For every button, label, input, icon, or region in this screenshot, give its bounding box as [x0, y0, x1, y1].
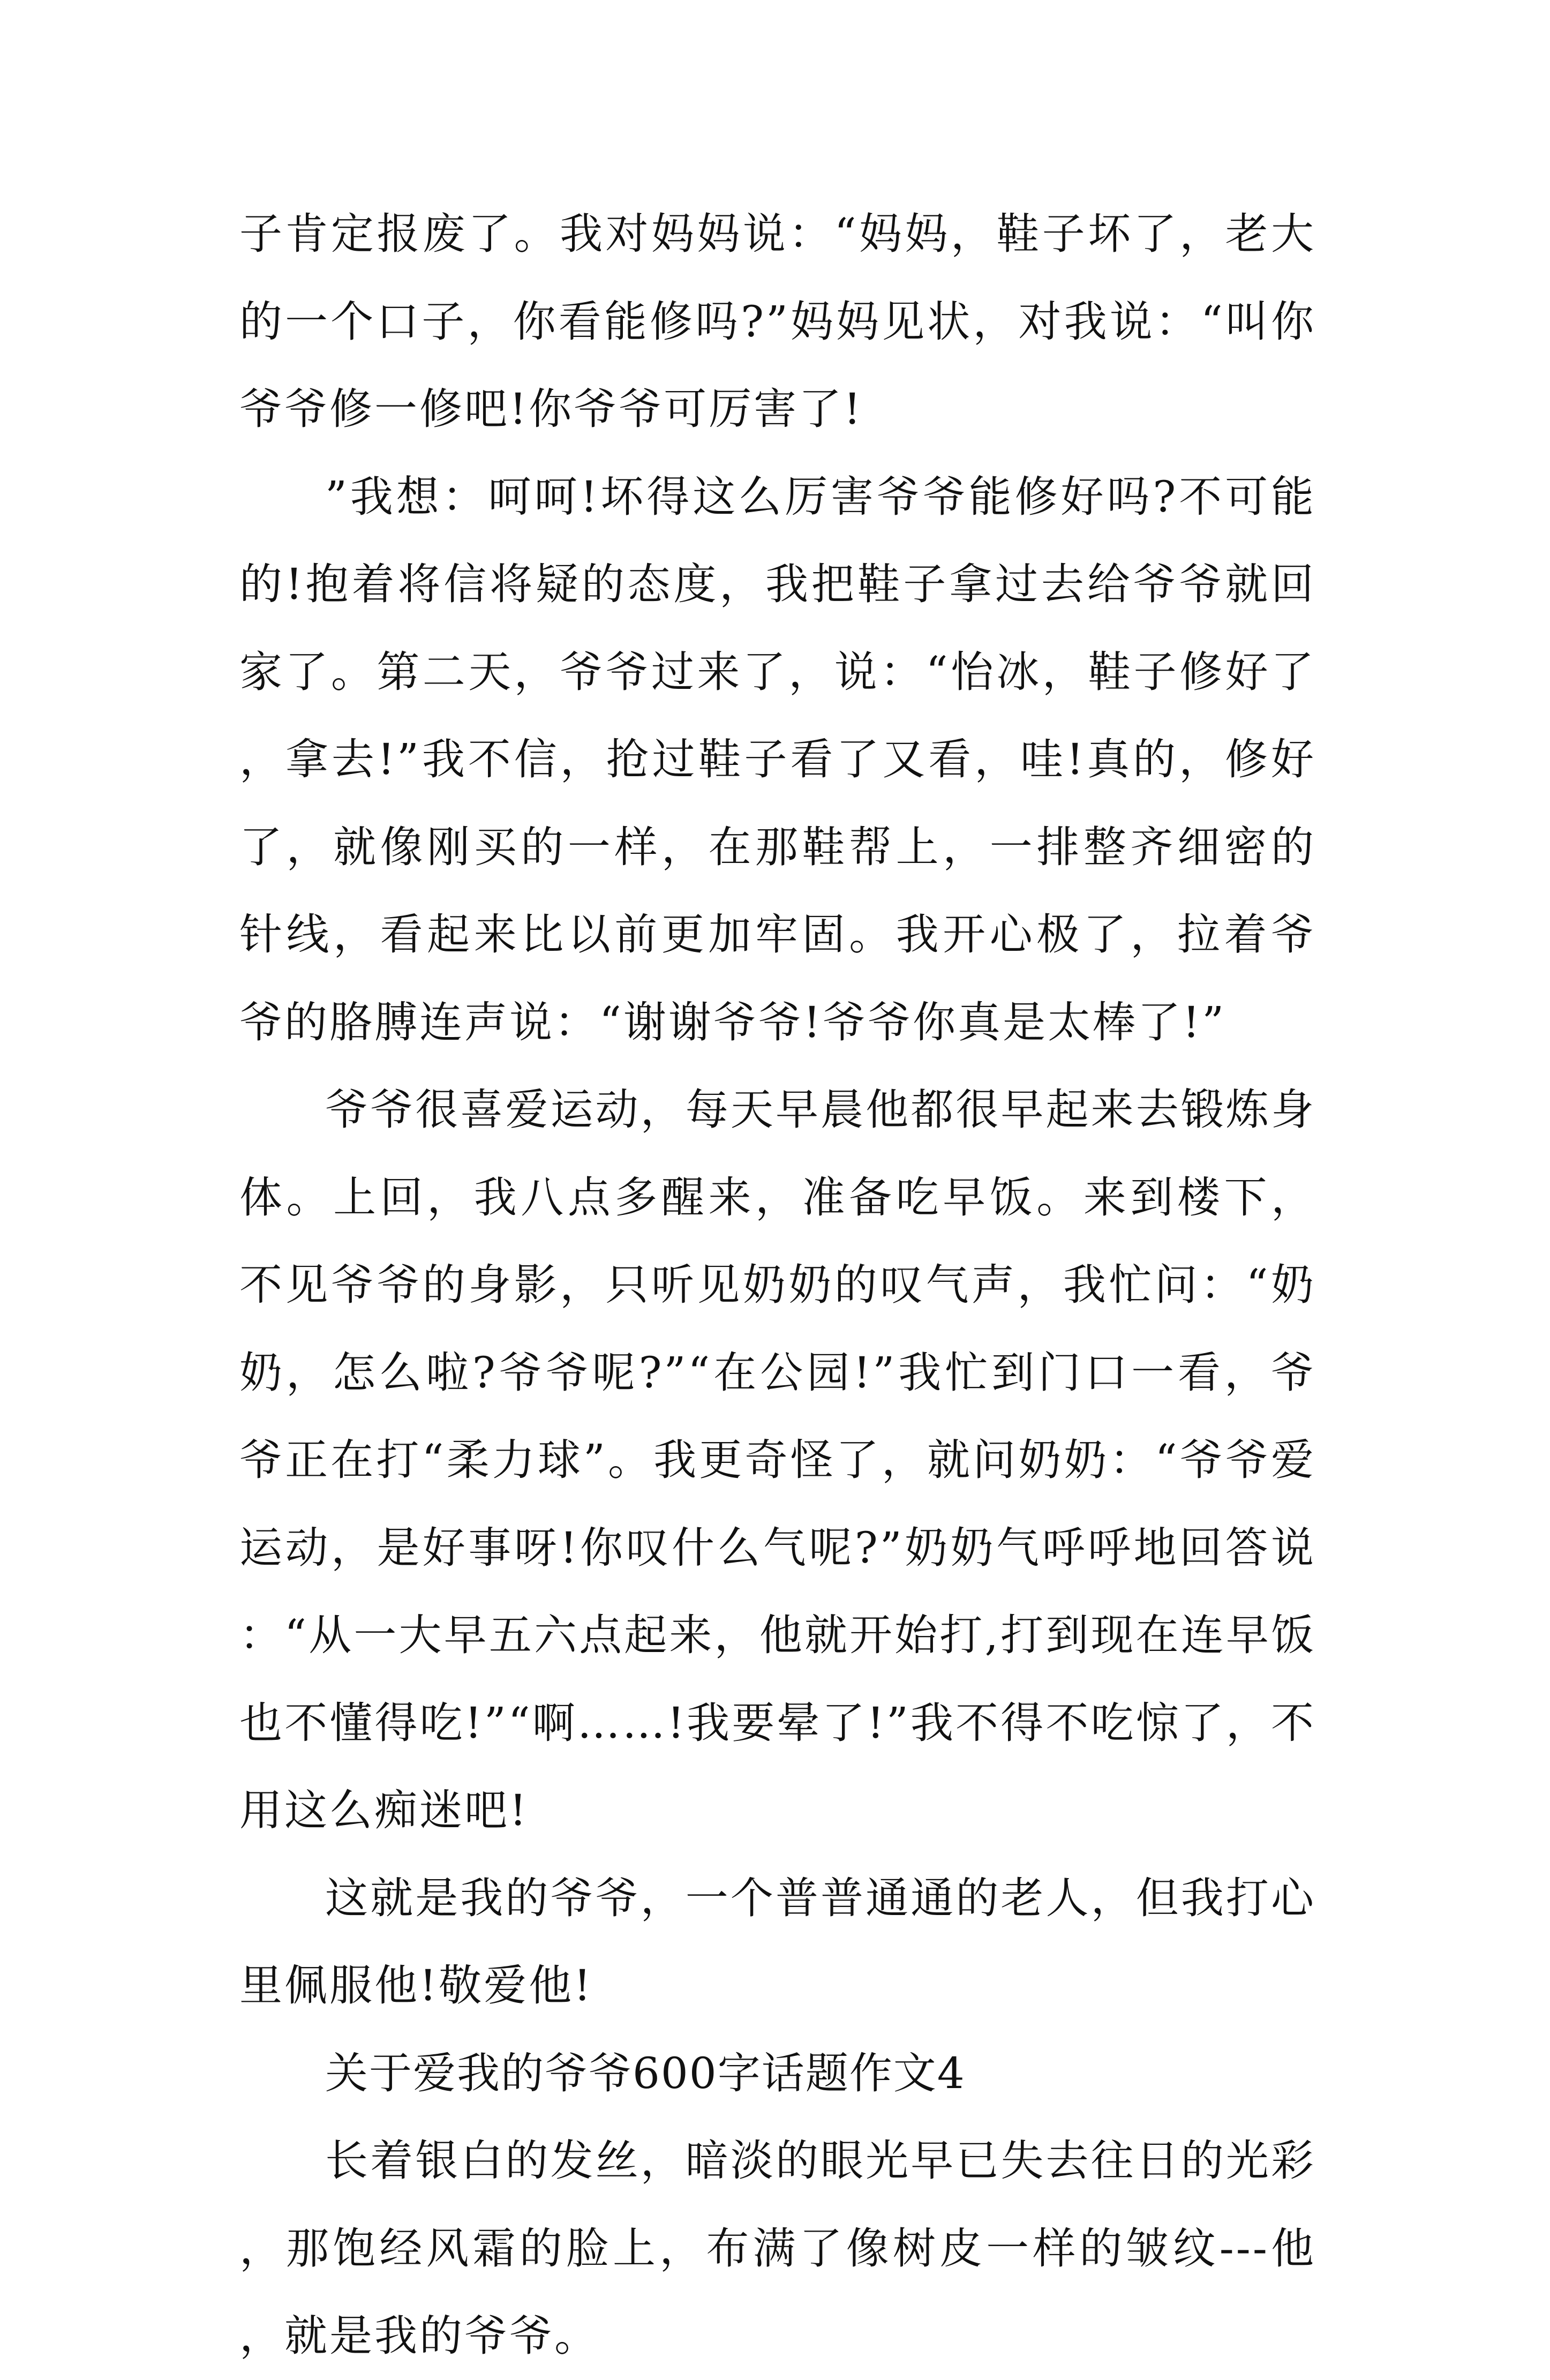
section-heading: 关于爱我的爷爷600字话题作文4	[325, 2048, 966, 2098]
paragraph: 子肯定报废了。我对妈妈说：“妈妈，鞋子坏了，老大的一个口子，你看能修吗?”妈妈见状，对我说：“叫你爷爷修一修吧!你爷爷可厉害了!	[239, 209, 1316, 434]
document-body	[239, 190, 1316, 2380]
paragraph: ”我想：呵呵!坏得这么厉害爷爷能修好吗?不可能的!抱着将信将疑的态度，我把鞋子拿过去给爷爷就回家了。第二天，爷爷过来了，说：“怡冰，鞋子修好了，拿去!”我不信，抢过鞋子看了又看，哇!真的，修好了，就像刚买的一样，在那鞋帮上，一排整齐细密的针线，看起来比以前更加牢固。我开心极了，拉着爷爷的胳膊连声说：“谢谢爷爷!爷爷你真是太棒了!”	[239, 471, 1316, 1047]
paragraph: 这就是我的爷爷，一个普普通通的老人，但我打心里佩服他!敬爱他!	[239, 1873, 1316, 2010]
paragraph: 爷爷很喜爱运动，每天早晨他都很早起来去锻炼身体。上回，我八点多醒来，准备吃早饭。来到楼下，不见爷爷的身影，只听见奶奶的叹气声，我忙问：“奶奶，怎么啦?爷爷呢?”“在公园!”我忙到门口一看，爷爷正在打“柔力球”。我更奇怪了，就问奶奶：“爷爷爱运动，是好事呀!你叹什么气呢?”奶奶气呼呼地回答说：“从一大早五六点起来，他就开始打,打到现在连早饭也不懂得吃!”“啊……!我要晕了!”我不得不吃惊了，不用这么痴迷吧!	[239, 1085, 1316, 1835]
paragraph: 长着银白的发丝，暗淡的眼光早已失去往日的光彩，那饱经风霜的脸上，布满了像树皮一样的皱纹---他，就是我的爷爷。	[239, 2136, 1316, 2361]
